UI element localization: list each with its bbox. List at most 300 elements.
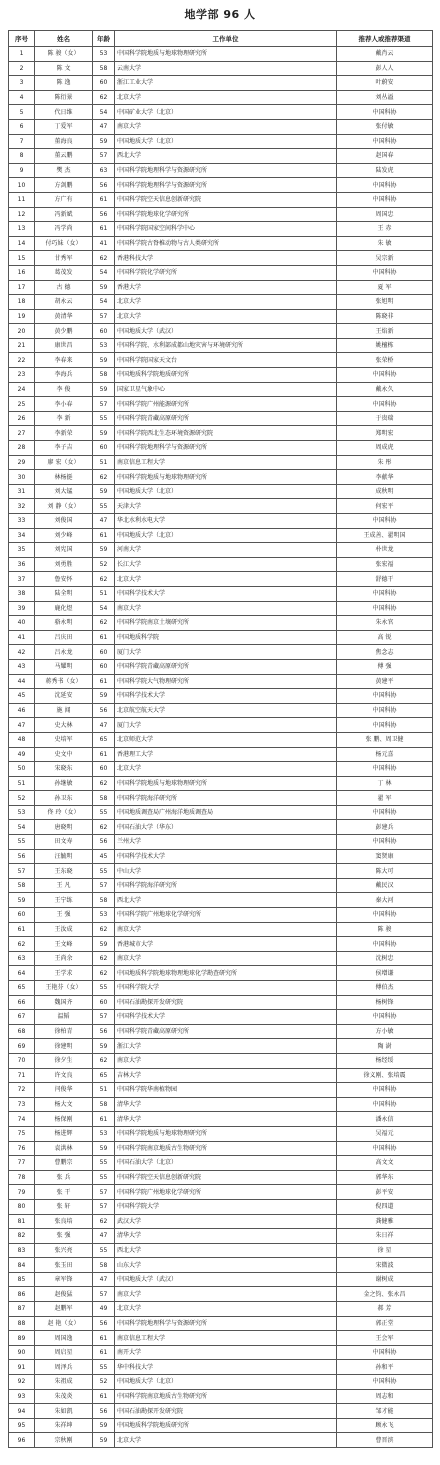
age-cell: 62 <box>93 572 115 587</box>
recommender-cell: 吴福元 <box>337 1126 433 1141</box>
recommender-cell: 中国科协 <box>337 1083 433 1098</box>
recommender-cell: 何宏平 <box>337 499 433 514</box>
index-cell: 23 <box>9 368 35 383</box>
unit-cell: 中国矿业大学（北京） <box>115 105 337 120</box>
name-cell: 胡永云 <box>35 295 93 310</box>
index-cell: 13 <box>9 222 35 237</box>
unit-cell: 中国石油大学（北京） <box>115 1156 337 1171</box>
unit-cell: 中国科学院青藏高原研究所 <box>115 411 337 426</box>
index-cell: 4 <box>9 90 35 105</box>
age-cell: 57 <box>93 397 115 412</box>
recommender-cell: 中国科协 <box>337 265 433 280</box>
age-cell: 62 <box>93 616 115 631</box>
recommender-cell: 姚檀栋 <box>337 338 433 353</box>
table-row <box>9 382 433 397</box>
age-cell: 55 <box>93 1243 115 1258</box>
name-cell: 佟 玲（女） <box>35 805 93 820</box>
unit-cell: 中国科学院大学 <box>115 981 337 996</box>
index-cell: 43 <box>9 659 35 674</box>
age-cell: 53 <box>93 338 115 353</box>
table-row <box>9 1053 433 1068</box>
recommender-cell: 李献华 <box>337 470 433 485</box>
name-cell: 王东晓 <box>35 864 93 879</box>
unit-cell: 中国地质科学院 <box>115 630 337 645</box>
age-cell: 62 <box>93 251 115 266</box>
recommender-cell: 刘丛溢 <box>337 90 433 105</box>
name-cell: 徐建明 <box>35 1039 93 1054</box>
unit-cell: 中国地质大学（北京） <box>115 484 337 499</box>
index-cell: 72 <box>9 1083 35 1098</box>
recommender-cell: 中国科协 <box>337 689 433 704</box>
table-row <box>9 1097 433 1112</box>
unit-cell: 兰州大学 <box>115 835 337 850</box>
name-cell: 康世昌 <box>35 338 93 353</box>
index-cell: 2 <box>9 61 35 76</box>
table-row <box>9 1375 433 1390</box>
age-cell: 52 <box>93 1375 115 1390</box>
index-cell: 27 <box>9 426 35 441</box>
unit-cell: 国家卫星气象中心 <box>115 382 337 397</box>
age-cell: 59 <box>93 1039 115 1054</box>
unit-cell: 南京大学 <box>115 1287 337 1302</box>
recommender-cell: 郝 芳 <box>337 1302 433 1317</box>
table-row <box>9 1214 433 1229</box>
table-row <box>9 61 433 76</box>
table-row <box>9 1141 433 1156</box>
table-row <box>9 251 433 266</box>
unit-cell: 武汉大学 <box>115 1214 337 1229</box>
age-cell: 60 <box>93 659 115 674</box>
name-cell: 李小春 <box>35 397 93 412</box>
age-cell: 54 <box>93 295 115 310</box>
unit-cell: 中国科学院青藏高原研究所 <box>115 659 337 674</box>
age-cell: 57 <box>93 1287 115 1302</box>
name-cell: 付巧妹（女） <box>35 236 93 251</box>
age-cell: 47 <box>93 1229 115 1244</box>
table-row <box>9 572 433 587</box>
index-cell: 12 <box>9 207 35 222</box>
header-age: 年龄 <box>93 31 115 47</box>
age-cell: 62 <box>93 776 115 791</box>
index-cell: 45 <box>9 689 35 704</box>
index-cell: 73 <box>9 1097 35 1112</box>
age-cell: 57 <box>93 1199 115 1214</box>
age-cell: 59 <box>93 1141 115 1156</box>
table-row <box>9 1258 433 1273</box>
age-cell: 56 <box>93 1316 115 1331</box>
table-row <box>9 265 433 280</box>
table-row <box>9 47 433 62</box>
recommender-cell: 戴永久 <box>337 382 433 397</box>
recommender-cell: 中国科协 <box>337 703 433 718</box>
name-cell: 赵鹏军 <box>35 1302 93 1317</box>
index-cell: 49 <box>9 747 35 762</box>
index-cell: 37 <box>9 572 35 587</box>
unit-cell: 北京师范大学 <box>115 732 337 747</box>
index-cell: 9 <box>9 163 35 178</box>
recommender-cell: 丁 林 <box>337 776 433 791</box>
unit-cell: 香港城市大学 <box>115 937 337 952</box>
recommender-cell: 孙和平 <box>337 1360 433 1375</box>
table-row <box>9 149 433 164</box>
index-cell: 88 <box>9 1316 35 1331</box>
index-cell: 41 <box>9 630 35 645</box>
unit-cell: 华中科技大学 <box>115 1360 337 1375</box>
recommender-cell: 侯增谦 <box>337 966 433 981</box>
name-cell: 赵 艳（女） <box>35 1316 93 1331</box>
recommender-cell: 窦贤康 <box>337 849 433 864</box>
recommender-cell: 高 锐 <box>337 630 433 645</box>
index-cell: 83 <box>9 1243 35 1258</box>
unit-cell: 中国科学院国家天文台 <box>115 353 337 368</box>
recommender-cell: 周国忠 <box>337 207 433 222</box>
name-cell: 董海良 <box>35 134 93 149</box>
index-cell: 7 <box>9 134 35 149</box>
name-cell: 王宁练 <box>35 893 93 908</box>
table-row <box>9 1272 433 1287</box>
recommender-cell: 张宏福 <box>337 557 433 572</box>
table-row <box>9 1156 433 1171</box>
table-row <box>9 295 433 310</box>
unit-cell: 中国科学院地质与地球物理研究所 <box>115 470 337 485</box>
table-row <box>9 586 433 601</box>
table-row <box>9 207 433 222</box>
name-cell: 葛茂发 <box>35 265 93 280</box>
recommender-cell: 傅 强 <box>337 659 433 674</box>
name-cell: 宋晓东 <box>35 762 93 777</box>
unit-cell: 香港大学 <box>115 280 337 295</box>
index-cell: 32 <box>9 499 35 514</box>
recommender-cell: 中国科协 <box>337 601 433 616</box>
recommender-cell: 中国科协 <box>337 105 433 120</box>
table-row <box>9 353 433 368</box>
index-cell: 68 <box>9 1024 35 1039</box>
name-cell: 方广有 <box>35 192 93 207</box>
unit-cell: 西北大学 <box>115 1243 337 1258</box>
unit-cell: 云南大学 <box>115 61 337 76</box>
table-row <box>9 528 433 543</box>
name-cell: 张 兵 <box>35 1170 93 1185</box>
table-row <box>9 514 433 529</box>
recommender-cell: 朱日祥 <box>337 1229 433 1244</box>
table-row <box>9 368 433 383</box>
unit-cell: 中国科学院国家空间科学中心 <box>115 222 337 237</box>
recommender-cell: 王焰新 <box>337 324 433 339</box>
index-cell: 84 <box>9 1258 35 1273</box>
recommender-cell: 谢树成 <box>337 1272 433 1287</box>
index-cell: 35 <box>9 543 35 558</box>
table-header-row <box>9 31 433 47</box>
index-cell: 76 <box>9 1141 35 1156</box>
index-cell: 11 <box>9 192 35 207</box>
age-cell: 51 <box>93 586 115 601</box>
name-cell: 朱如凯 <box>35 1404 93 1419</box>
unit-cell: 中国地质大学（北京） <box>115 1375 337 1390</box>
unit-cell: 中国科学院华南植物园 <box>115 1083 337 1098</box>
recommender-cell: 彭建兵 <box>337 820 433 835</box>
age-cell: 57 <box>93 1010 115 1025</box>
age-cell: 55 <box>93 411 115 426</box>
index-cell: 58 <box>9 878 35 893</box>
index-cell: 89 <box>9 1331 35 1346</box>
name-cell: 陈 文 <box>35 61 93 76</box>
age-cell: 61 <box>93 1389 115 1404</box>
age-cell: 59 <box>93 134 115 149</box>
unit-cell: 河南大学 <box>115 543 337 558</box>
name-cell: 李 俊 <box>35 382 93 397</box>
recommender-cell: 龚健雅 <box>337 1214 433 1229</box>
unit-cell: 中国科学院化学研究所 <box>115 265 337 280</box>
recommender-cell: 郑明宏 <box>337 426 433 441</box>
header-recommender: 推荐人或推荐渠道 <box>337 31 433 47</box>
index-cell: 78 <box>9 1170 35 1185</box>
recommender-cell: 陈 骏 <box>337 922 433 937</box>
table-row <box>9 119 433 134</box>
table-row <box>9 849 433 864</box>
recommender-cell: 周志和 <box>337 1389 433 1404</box>
index-cell: 6 <box>9 119 35 134</box>
unit-cell: 南开大学 <box>115 1345 337 1360</box>
recommender-cell: 潘永信 <box>337 1112 433 1127</box>
index-cell: 92 <box>9 1375 35 1390</box>
table-row <box>9 1433 433 1448</box>
recommender-cell: 中国科协 <box>337 762 433 777</box>
unit-cell: 中国科学技术大学 <box>115 1010 337 1025</box>
unit-cell: 吉林大学 <box>115 1068 337 1083</box>
table-row <box>9 1083 433 1098</box>
recommender-cell: 中国科协 <box>337 937 433 952</box>
unit-cell: 北京大学 <box>115 90 337 105</box>
name-cell: 田文寿 <box>35 835 93 850</box>
age-cell: 54 <box>93 265 115 280</box>
unit-cell: 中国地质大学（北京） <box>115 528 337 543</box>
index-cell: 19 <box>9 309 35 324</box>
age-cell: 47 <box>93 1272 115 1287</box>
index-cell: 79 <box>9 1185 35 1200</box>
table-row <box>9 616 433 631</box>
unit-cell: 中国科学院海洋研究所 <box>115 878 337 893</box>
unit-cell: 中国科学院地理科学与资源研究所 <box>115 163 337 178</box>
index-cell: 69 <box>9 1039 35 1054</box>
unit-cell: 山东大学 <box>115 1258 337 1273</box>
unit-cell: 中国科学院广州地球化学研究所 <box>115 908 337 923</box>
recommender-cell: 中国科协 <box>337 908 433 923</box>
unit-cell: 中国地质科学院地质研究所 <box>115 368 337 383</box>
table-row <box>9 776 433 791</box>
name-cell: 汪毓明 <box>35 849 93 864</box>
recommender-cell: 戴肖云 <box>337 47 433 62</box>
name-cell: 李 新 <box>35 411 93 426</box>
name-cell: 黄少鹏 <box>35 324 93 339</box>
name-cell: 杨进辉 <box>35 1126 93 1141</box>
recommender-cell: 邹才能 <box>337 1404 433 1419</box>
unit-cell: 华北水利水电大学 <box>115 514 337 529</box>
unit-cell: 中国科学院空天信息创新研究院 <box>115 192 337 207</box>
recommender-cell: 中国科协 <box>337 514 433 529</box>
index-cell: 36 <box>9 557 35 572</box>
table-row <box>9 981 433 996</box>
table-row <box>9 324 433 339</box>
name-cell: 刘少峰 <box>35 528 93 543</box>
unit-cell: 浙江工业大学 <box>115 76 337 91</box>
name-cell: 蒋秀书（女） <box>35 674 93 689</box>
index-cell: 14 <box>9 236 35 251</box>
recommender-cell: 金之钧、张永昌 <box>337 1287 433 1302</box>
age-cell: 60 <box>93 645 115 660</box>
unit-cell: 浙江大学 <box>115 1039 337 1054</box>
index-cell: 62 <box>9 937 35 952</box>
index-cell: 22 <box>9 353 35 368</box>
name-cell: 李新荣 <box>35 426 93 441</box>
table-row <box>9 1170 433 1185</box>
unit-cell: 天津大学 <box>115 499 337 514</box>
unit-cell: 中国石油勘探开发研究院 <box>115 995 337 1010</box>
table-row <box>9 192 433 207</box>
name-cell: 代日维 <box>35 105 93 120</box>
name-cell: 方剑鹏 <box>35 178 93 193</box>
recommender-cell: 陆发虎 <box>337 163 433 178</box>
recommender-cell: 彭人人 <box>337 61 433 76</box>
age-cell: 58 <box>93 893 115 908</box>
table-row <box>9 922 433 937</box>
table-row <box>9 76 433 91</box>
recommender-cell: 陶 澍 <box>337 1039 433 1054</box>
unit-cell: 南京大学 <box>115 922 337 937</box>
age-cell: 59 <box>93 353 115 368</box>
age-cell: 55 <box>93 1170 115 1185</box>
age-cell: 59 <box>93 1433 115 1448</box>
name-cell: 孙卫东 <box>35 791 93 806</box>
recommender-cell: 王会军 <box>337 1331 433 1346</box>
table-row <box>9 484 433 499</box>
unit-cell: 中国地质大学（武汉） <box>115 1272 337 1287</box>
age-cell: 59 <box>93 426 115 441</box>
index-cell: 25 <box>9 397 35 412</box>
table-row <box>9 1112 433 1127</box>
table-row <box>9 280 433 295</box>
index-cell: 34 <box>9 528 35 543</box>
recommender-cell: 傅伯杰 <box>337 981 433 996</box>
table-row <box>9 951 433 966</box>
recommender-cell: 中国科协 <box>337 1141 433 1156</box>
name-cell: 鲁安怀 <box>35 572 93 587</box>
table-row <box>9 718 433 733</box>
name-cell: 林杨挺 <box>35 470 93 485</box>
index-cell: 94 <box>9 1404 35 1419</box>
age-cell: 56 <box>93 207 115 222</box>
name-cell: 吕庆田 <box>35 630 93 645</box>
name-cell: 周启星 <box>35 1345 93 1360</box>
age-cell: 58 <box>93 1258 115 1273</box>
recommender-cell: 徐 星 <box>337 1243 433 1258</box>
unit-cell: 中国科学技术大学 <box>115 586 337 601</box>
age-cell: 60 <box>93 441 115 456</box>
age-cell: 60 <box>93 762 115 777</box>
index-cell: 63 <box>9 951 35 966</box>
recommender-cell: 舒德干 <box>337 572 433 587</box>
index-cell: 47 <box>9 718 35 733</box>
name-cell: 刘大锰 <box>35 484 93 499</box>
index-cell: 31 <box>9 484 35 499</box>
index-cell: 75 <box>9 1126 35 1141</box>
age-cell: 51 <box>93 1083 115 1098</box>
recommender-cell: 朱永官 <box>337 616 433 631</box>
unit-cell: 中国科学院地球化学研究所 <box>115 207 337 222</box>
recommender-cell: 中国科协 <box>337 1375 433 1390</box>
age-cell: 61 <box>93 1331 115 1346</box>
recommender-cell: 中国科协 <box>337 805 433 820</box>
unit-cell: 中国科学院地理科学与资源研究所 <box>115 1316 337 1331</box>
index-cell: 20 <box>9 324 35 339</box>
name-cell: 王汝成 <box>35 922 93 937</box>
age-cell: 59 <box>93 484 115 499</box>
unit-cell: 北京航空航天大学 <box>115 703 337 718</box>
index-cell: 46 <box>9 703 35 718</box>
recommender-cell: 朱 彤 <box>337 455 433 470</box>
table-row <box>9 937 433 952</box>
index-cell: 86 <box>9 1287 35 1302</box>
age-cell: 59 <box>93 937 115 952</box>
table-row <box>9 90 433 105</box>
table-row <box>9 178 433 193</box>
unit-cell: 北京大学 <box>115 1433 337 1448</box>
unit-cell: 中国科学院海洋研究所 <box>115 791 337 806</box>
unit-cell: 清华大学 <box>115 1229 337 1244</box>
name-cell: 甘秀军 <box>35 251 93 266</box>
age-cell: 60 <box>93 76 115 91</box>
index-cell: 81 <box>9 1214 35 1229</box>
name-cell: 闫俊华 <box>35 1083 93 1098</box>
unit-cell: 北京大学 <box>115 295 337 310</box>
name-cell: 廖 宏（女） <box>35 455 93 470</box>
age-cell: 57 <box>93 149 115 164</box>
name-cell: 丁爱军 <box>35 119 93 134</box>
recommender-cell: 徐义刚、张培震 <box>337 1068 433 1083</box>
index-cell: 64 <box>9 966 35 981</box>
unit-cell: 中国科学院南京地质古生物研究所 <box>115 1389 337 1404</box>
recommender-cell: 杨树锋 <box>337 995 433 1010</box>
recommender-cell: 中国科协 <box>337 1010 433 1025</box>
recommender-cell: 张荣桥 <box>337 353 433 368</box>
recommender-cell: 周成虎 <box>337 441 433 456</box>
index-cell: 21 <box>9 338 35 353</box>
unit-cell: 北京大学 <box>115 1302 337 1317</box>
name-cell: 袁洪林 <box>35 1141 93 1156</box>
table-row <box>9 1039 433 1054</box>
unit-cell: 西北大学 <box>115 893 337 908</box>
recommender-cell: 中国科协 <box>337 178 433 193</box>
index-cell: 39 <box>9 601 35 616</box>
name-cell: 马耀明 <box>35 659 93 674</box>
header-index: 序号 <box>9 31 35 47</box>
unit-cell: 中国科学院地质与地球物理研究所 <box>115 47 337 62</box>
table-row <box>9 1331 433 1346</box>
recommender-cell: 秦大河 <box>337 893 433 908</box>
table-row <box>9 1243 433 1258</box>
name-cell: 魏国齐 <box>35 995 93 1010</box>
age-cell: 52 <box>93 557 115 572</box>
index-cell: 26 <box>9 411 35 426</box>
age-cell: 60 <box>93 324 115 339</box>
name-cell: 周泽兵 <box>35 1360 93 1375</box>
unit-cell: 南京大学 <box>115 1053 337 1068</box>
name-cell: 王艳芬（女） <box>35 981 93 996</box>
index-cell: 50 <box>9 762 35 777</box>
name-cell: 刘俊国 <box>35 514 93 529</box>
unit-cell: 中国科学院大学 <box>115 1199 337 1214</box>
age-cell: 47 <box>93 718 115 733</box>
unit-cell: 中国地质大学（北京） <box>115 134 337 149</box>
